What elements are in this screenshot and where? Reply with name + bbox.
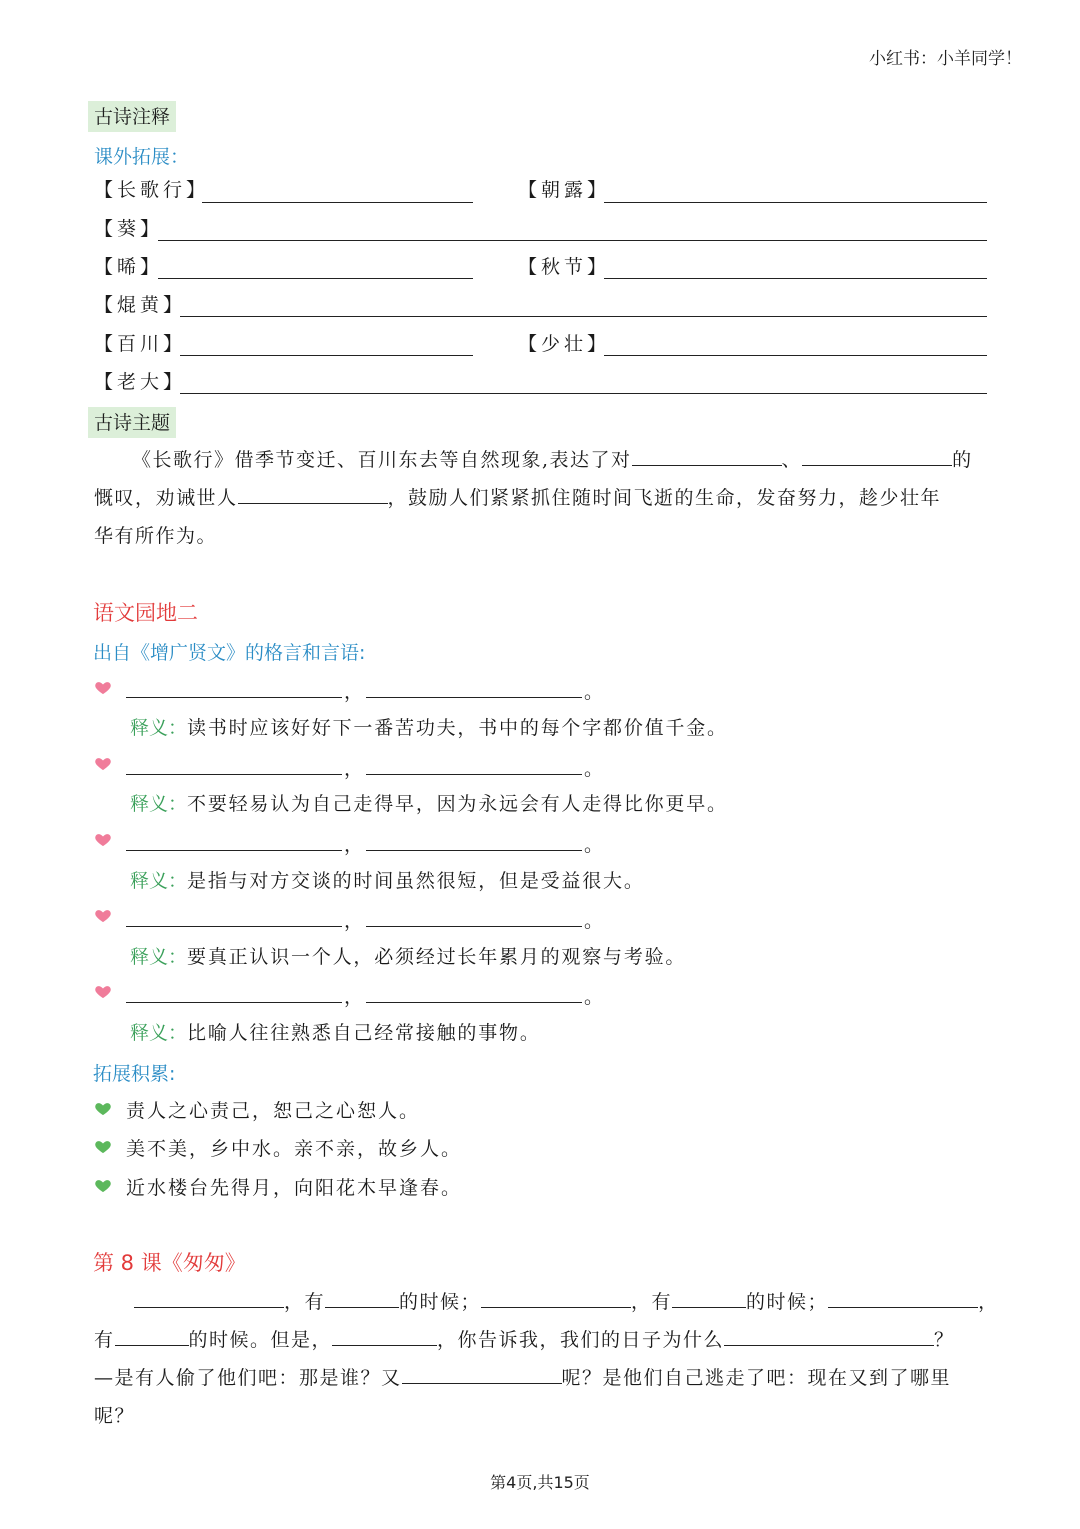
answer-blank[interactable] xyxy=(604,202,987,203)
annotation-row: 【百川】 xyxy=(94,333,187,355)
answer-blank[interactable] xyxy=(366,697,582,698)
answer-blank[interactable] xyxy=(802,445,952,466)
period: 。 xyxy=(584,834,604,856)
annotation-row: 【老大】 xyxy=(94,371,187,393)
answer-blank[interactable] xyxy=(126,926,342,927)
annotation-row: 【焜黄】 xyxy=(94,294,187,316)
heart-icon xyxy=(94,909,112,923)
theme-tag: 古诗主题 xyxy=(88,407,176,438)
answer-blank[interactable] xyxy=(115,1325,189,1346)
period: 。 xyxy=(584,758,604,780)
answer-blank[interactable] xyxy=(158,278,473,279)
answer-blank[interactable] xyxy=(724,1325,934,1346)
answer-blank[interactable] xyxy=(828,1287,978,1308)
heart-icon xyxy=(94,757,112,771)
answer-blank[interactable] xyxy=(126,774,342,775)
comma: ， xyxy=(344,834,364,856)
heart-icon xyxy=(94,833,112,847)
answer-blank[interactable] xyxy=(325,1287,399,1308)
heart-icon xyxy=(94,1140,112,1154)
comma: ， xyxy=(344,986,364,1008)
period: 。 xyxy=(584,910,604,932)
annotation-tag: 古诗注释 xyxy=(88,101,176,132)
answer-blank[interactable] xyxy=(632,445,782,466)
answer-blank[interactable] xyxy=(332,1325,437,1346)
yuwen-title: 语文园地二 xyxy=(93,601,198,625)
answer-blank[interactable] xyxy=(366,926,582,927)
comma: ， xyxy=(344,681,364,703)
heart-icon xyxy=(94,1179,112,1193)
answer-blank[interactable] xyxy=(180,355,473,356)
period: 。 xyxy=(584,986,604,1008)
annotation-row: 【长歌行】 xyxy=(94,179,210,201)
yuwen-subtitle: 出自《增广贤文》的格言和言语: xyxy=(93,642,366,664)
answer-blank[interactable] xyxy=(366,850,582,851)
answer-blank[interactable] xyxy=(126,850,342,851)
answer-blank[interactable] xyxy=(126,697,342,698)
theme-paragraph: 《长歌行》借季节变迁、百川东去等自然现象,表达了对 、 的 慨叹，劝诫世人 ，鼓励人们紧紧抓住随时间飞逝的生命，发奋努力，趁少壮年 华有所作为。 xyxy=(94,441,986,555)
annotation-row: 【朝露】 xyxy=(518,179,611,201)
annotation-row: 【少壮】 xyxy=(518,333,611,355)
answer-blank[interactable] xyxy=(481,1287,631,1308)
answer-blank[interactable] xyxy=(126,1002,342,1003)
annotation-row: 【葵】 xyxy=(94,218,164,240)
heart-icon xyxy=(94,985,112,999)
annotation-row: 【秋节】 xyxy=(518,256,611,278)
explanation: 释义：要真正认识一个人，必须经过长年累月的观察与考验。 xyxy=(130,946,687,968)
explanation: 释义：是指与对方交谈的时间虽然很短，但是受益很大。 xyxy=(130,870,645,892)
extension-item: 责人之心责己，恕己之心恕人。 xyxy=(126,1100,421,1122)
answer-blank[interactable] xyxy=(180,393,987,394)
answer-blank[interactable] xyxy=(202,202,473,203)
lesson-title: 第 8 课《匆匆》 xyxy=(93,1251,246,1275)
heart-icon xyxy=(94,681,112,695)
explanation: 释义：读书时应该好好下一番苦功夫，书中的每个字都价值千金。 xyxy=(130,717,728,739)
answer-blank[interactable] xyxy=(134,1287,284,1308)
comma: ， xyxy=(344,910,364,932)
answer-blank[interactable] xyxy=(604,278,987,279)
answer-blank[interactable] xyxy=(238,483,388,504)
period: 。 xyxy=(584,681,604,703)
annotation-subtitle: 课外拓展： xyxy=(94,146,190,168)
comma: ， xyxy=(344,758,364,780)
watermark: 小红书：小羊同学！ xyxy=(869,49,1022,69)
answer-blank[interactable] xyxy=(180,316,987,317)
answer-blank[interactable] xyxy=(366,1002,582,1003)
extension-title: 拓展积累: xyxy=(93,1063,176,1085)
heart-icon xyxy=(94,1102,112,1116)
extension-item: 近水楼台先得月，向阳花木早逢春。 xyxy=(126,1177,463,1199)
answer-blank[interactable] xyxy=(672,1287,746,1308)
answer-blank[interactable] xyxy=(402,1363,562,1384)
annotation-row: 【晞】 xyxy=(94,256,164,278)
answer-blank[interactable] xyxy=(604,355,987,356)
answer-blank[interactable] xyxy=(366,774,582,775)
explanation: 释义：比喻人往往熟悉自己经常接触的事物。 xyxy=(130,1022,541,1044)
explanation: 释义：不要轻易认为自己走得早，因为永远会有人走得比你更早。 xyxy=(130,793,728,815)
page-number: 第4页,共15页 xyxy=(490,1473,590,1492)
lesson-paragraph: ，有 的时候； ，有 的时候； ， 有 的时候。但是， ，你告诉我，我们的日子为什么 ？ —是有人偷了他们吧：那是谁？又 呢？是他们自己逃走了吧：现在又到了哪里 呢？ xyxy=(94,1283,986,1435)
answer-blank[interactable] xyxy=(158,240,987,241)
extension-item: 美不美，乡中水。亲不亲，故乡人。 xyxy=(126,1138,463,1160)
